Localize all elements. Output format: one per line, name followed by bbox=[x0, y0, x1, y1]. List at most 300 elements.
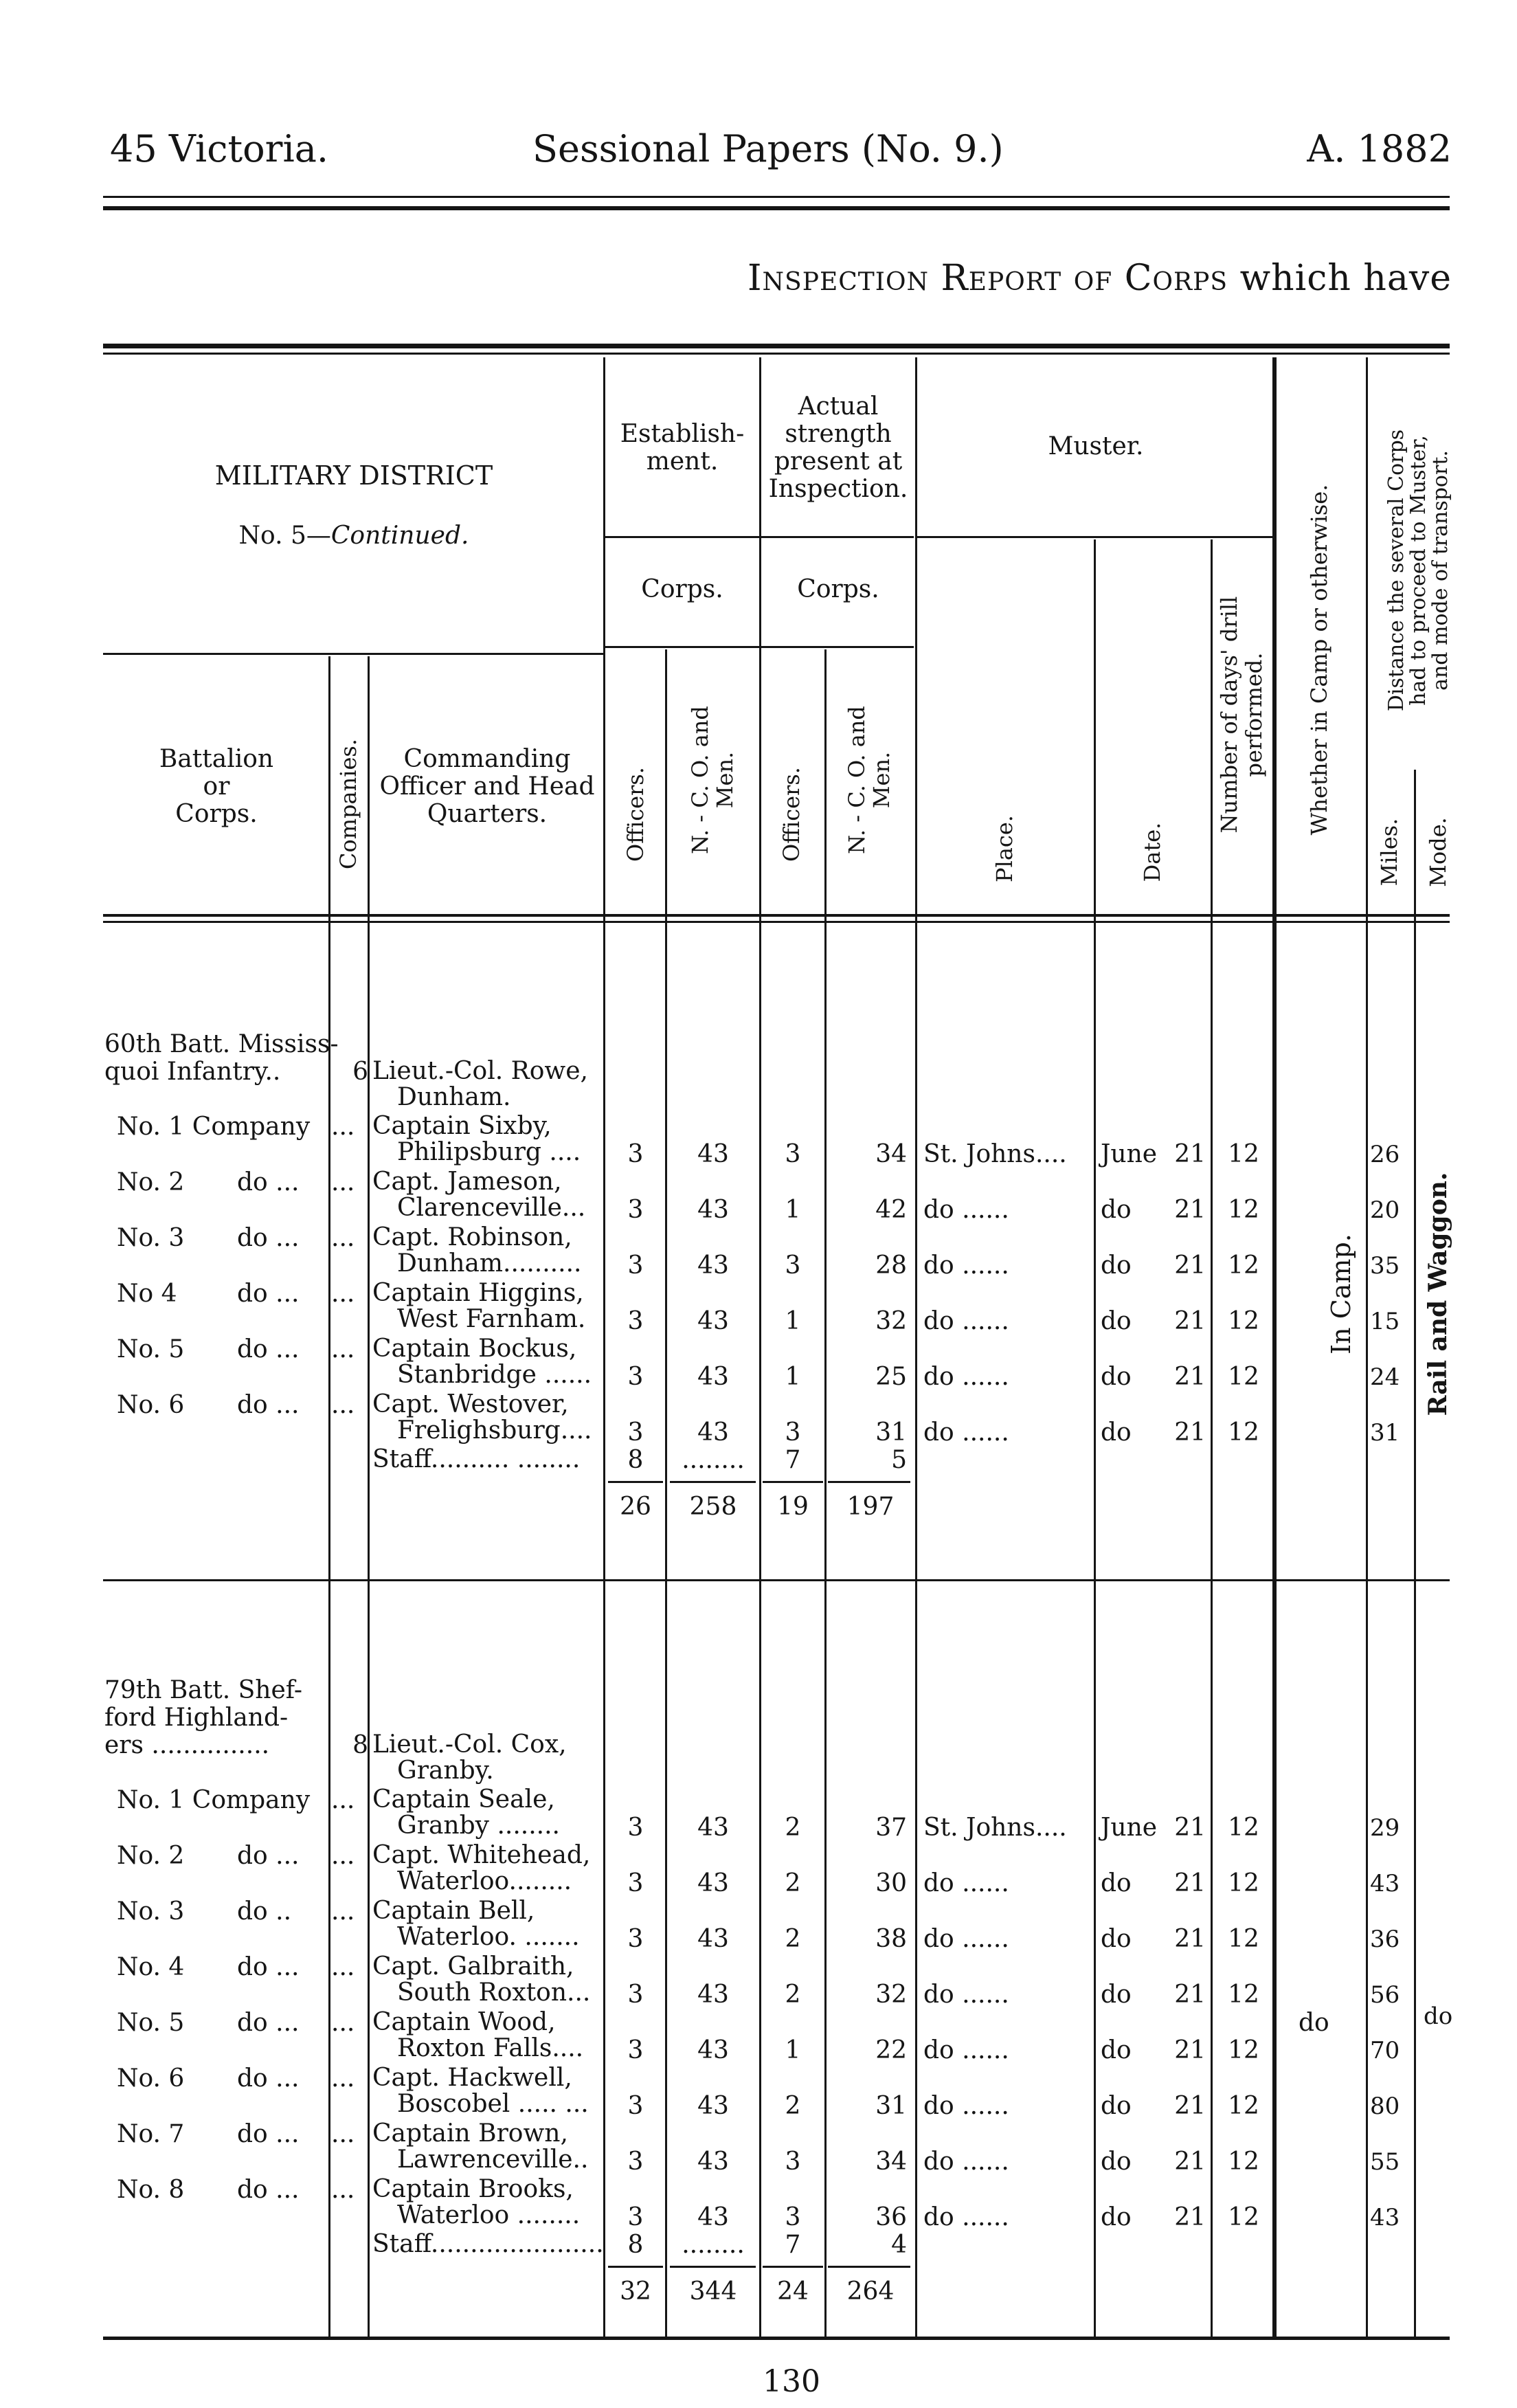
muster-month: do bbox=[1101, 1869, 1132, 1897]
company-commander: Captain Brown, bbox=[372, 2119, 568, 2148]
unit-name: No 4 bbox=[117, 1280, 177, 1308]
header-rule bbox=[103, 196, 1450, 198]
drill-days: 12 bbox=[1228, 1418, 1259, 1447]
drill-days: 12 bbox=[1228, 1814, 1259, 1842]
company-commander: Captain Bell, bbox=[372, 1897, 535, 1925]
est-officers: 3 bbox=[627, 1307, 644, 1335]
miles-header: Miles. bbox=[1376, 818, 1402, 887]
muster-place: do ...... bbox=[923, 1925, 1009, 1953]
act-men: 32 bbox=[875, 1981, 907, 2009]
est-men: 43 bbox=[697, 1196, 729, 1224]
act-officers: 1 bbox=[785, 1307, 801, 1335]
company-hq: Philipsburg .... bbox=[397, 1138, 581, 1166]
district-header: MILITARY DISTRICT bbox=[214, 460, 493, 491]
staff-est-officers: 8 bbox=[627, 1446, 644, 1474]
muster-month: do bbox=[1101, 1981, 1132, 2009]
muster-place: do ...... bbox=[923, 1307, 1009, 1335]
muster-place: St. Johns.... bbox=[923, 1140, 1067, 1168]
companies-dots: ... bbox=[331, 1168, 355, 1196]
company-hq: Granby ........ bbox=[397, 1811, 560, 1840]
commanding-header-line: Commanding bbox=[403, 745, 571, 773]
muster-place: do ...... bbox=[923, 1196, 1009, 1224]
act-officers: 3 bbox=[785, 1418, 801, 1447]
est-officers: 3 bbox=[627, 1981, 644, 2009]
est-officers: 3 bbox=[627, 1363, 644, 1391]
act-men: 22 bbox=[875, 2036, 907, 2064]
distance-miles: 15 bbox=[1370, 1308, 1400, 1335]
camp-status: In Camp. bbox=[1326, 1233, 1356, 1354]
act-officers: 3 bbox=[785, 1251, 801, 1280]
companies-dots: ... bbox=[331, 2009, 355, 2037]
muster-day: 21 bbox=[1174, 1814, 1206, 1842]
companies-dots: ... bbox=[331, 1335, 355, 1363]
est-men: 43 bbox=[697, 2092, 729, 2120]
distance-miles: 29 bbox=[1370, 1814, 1400, 1842]
unit-name: No. 1 Company bbox=[117, 1113, 311, 1141]
total-rule bbox=[608, 1481, 663, 1483]
actual-header-line: present at bbox=[774, 447, 903, 476]
est-officers: 3 bbox=[627, 1869, 644, 1897]
total-rule bbox=[828, 2266, 910, 2268]
company-commander: Captain Seale, bbox=[372, 1785, 555, 1814]
col-line-camp-double bbox=[1274, 357, 1277, 2337]
table-top-rule bbox=[103, 344, 1450, 348]
companies-count: 6 bbox=[352, 1058, 368, 1086]
muster-place: do ...... bbox=[923, 2203, 1009, 2231]
company-commander: Capt. Jameson, bbox=[372, 1168, 562, 1196]
commander-name: Lieut.-Col. Rowe, bbox=[372, 1057, 588, 1085]
establishment-header-line: Establish- bbox=[620, 420, 745, 448]
muster-month: do bbox=[1101, 1251, 1132, 1280]
muster-place: St. Johns.... bbox=[923, 1814, 1067, 1842]
muster-place: do ...... bbox=[923, 1869, 1009, 1897]
company-hq: Roxton Falls.... bbox=[397, 2034, 584, 2062]
act-men: 32 bbox=[875, 1307, 907, 1335]
commander-hq: Dunham. bbox=[397, 1083, 511, 1111]
act-men: 25 bbox=[875, 1363, 907, 1391]
unit-name: No. 8 bbox=[117, 2176, 185, 2204]
muster-month: do bbox=[1101, 2203, 1132, 2231]
act-men: 36 bbox=[875, 2203, 907, 2231]
battalion-header-line: Battalion bbox=[159, 745, 274, 773]
distance-miles: 43 bbox=[1370, 2204, 1400, 2231]
total-rule bbox=[763, 1481, 823, 1483]
companies-dots: ... bbox=[331, 2064, 355, 2093]
mode-header: Mode. bbox=[1425, 817, 1451, 887]
table-bottom-rule bbox=[103, 2337, 1450, 2340]
est-officers: 3 bbox=[627, 2036, 644, 2064]
companies-dots: ... bbox=[331, 1842, 355, 1870]
muster-day: 21 bbox=[1174, 1925, 1206, 1953]
battalion-header-line: or bbox=[203, 772, 230, 801]
est-officers: 3 bbox=[627, 1196, 644, 1224]
staff-label: Staff...................... bbox=[372, 2230, 604, 2258]
unit-ditto: do ... bbox=[237, 1335, 300, 1363]
est-men: 43 bbox=[697, 1981, 729, 2009]
act-officers: 1 bbox=[785, 2036, 801, 2064]
muster-day: 21 bbox=[1174, 1251, 1206, 1280]
distance-miles: 26 bbox=[1370, 1141, 1400, 1168]
act-men: 30 bbox=[875, 1869, 907, 1897]
district-subheader bbox=[103, 522, 605, 550]
commanding-header-line: Quarters. bbox=[427, 800, 548, 828]
act-men: 28 bbox=[875, 1251, 907, 1280]
total-act-men: 264 bbox=[846, 2277, 895, 2306]
company-hq: Clarenceville... bbox=[397, 1194, 586, 1222]
days-header bbox=[1217, 597, 1266, 834]
staff-est-officers: 8 bbox=[627, 2231, 644, 2259]
drill-days: 12 bbox=[1228, 2036, 1259, 2064]
act-nco-header bbox=[844, 706, 894, 854]
companies-dots: ... bbox=[331, 2176, 355, 2204]
district-rule bbox=[103, 653, 605, 655]
total-act-men: 197 bbox=[846, 1493, 895, 1521]
distance-miles: 80 bbox=[1370, 2093, 1400, 2120]
companies-dots: ... bbox=[331, 1897, 355, 1926]
unit-name: No. 2 bbox=[117, 1168, 185, 1196]
col-line-commander bbox=[368, 656, 370, 2337]
unit-name: No. 4 bbox=[117, 1953, 185, 1981]
commander-name: Lieut.-Col. Cox, bbox=[372, 1730, 567, 1759]
company-hq: Dunham.......... bbox=[397, 1249, 582, 1278]
drill-days: 12 bbox=[1228, 1925, 1259, 1953]
act-officers: 1 bbox=[785, 1196, 801, 1224]
company-hq: South Roxton... bbox=[397, 1978, 591, 2007]
drill-days: 12 bbox=[1228, 2203, 1259, 2231]
battalion-header-line: Corps. bbox=[175, 800, 258, 828]
distance-miles: 55 bbox=[1370, 2148, 1400, 2176]
drill-days: 12 bbox=[1228, 1251, 1259, 1280]
unit-ditto: do ... bbox=[237, 1224, 300, 1252]
company-commander: Capt. Galbraith, bbox=[372, 1952, 574, 1981]
act-officers: 1 bbox=[785, 1363, 801, 1391]
battalion-name: 60th Batt. Mississ- bbox=[104, 1030, 339, 1058]
est-men: 43 bbox=[697, 1307, 729, 1335]
col-line-date bbox=[1094, 539, 1096, 2337]
companies-dots: ... bbox=[331, 1280, 355, 1308]
muster-month: do bbox=[1101, 1307, 1132, 1335]
battalion-header bbox=[103, 746, 330, 828]
est-officers: 3 bbox=[627, 1418, 644, 1447]
companies-dots: ... bbox=[331, 1391, 355, 1419]
district-number: No. 5— bbox=[238, 522, 331, 550]
act-officers: 2 bbox=[785, 2092, 801, 2120]
companies-header: Companies. bbox=[335, 738, 361, 870]
staff-act-men: 5 bbox=[891, 1446, 907, 1474]
company-hq: Lawrenceville.. bbox=[397, 2145, 589, 2174]
commanding-header bbox=[370, 746, 605, 828]
distance-miles: 20 bbox=[1370, 1196, 1400, 1224]
staff-act-officers: 7 bbox=[785, 2231, 801, 2259]
est-officers: 3 bbox=[627, 1251, 644, 1280]
total-rule bbox=[608, 2266, 663, 2268]
unit-ditto: do ... bbox=[237, 1280, 300, 1308]
companies-dots: ... bbox=[331, 1953, 355, 1981]
est-men: 43 bbox=[697, 1925, 729, 1953]
district-continued: Continued. bbox=[330, 522, 469, 550]
muster-place: do ...... bbox=[923, 2148, 1009, 2176]
col-line-companies bbox=[328, 656, 330, 2337]
total-rule bbox=[828, 1481, 910, 1483]
companies-dots: ... bbox=[331, 2120, 355, 2148]
muster-day: 21 bbox=[1174, 1196, 1206, 1224]
days-header-line: Number of days' drill bbox=[1216, 596, 1242, 834]
company-commander: Captain Bockus, bbox=[372, 1335, 577, 1363]
transport-mode: Rail and Waggon. bbox=[1424, 1172, 1452, 1416]
companies-dots: ... bbox=[331, 1113, 355, 1141]
distance-miles: 43 bbox=[1370, 1870, 1400, 1897]
muster-place: do ...... bbox=[923, 2092, 1009, 2120]
drill-days: 12 bbox=[1228, 1307, 1259, 1335]
total-est-men: 258 bbox=[689, 1493, 737, 1521]
muster-month: do bbox=[1101, 1418, 1132, 1447]
muster-month: do bbox=[1101, 1363, 1132, 1391]
table-top-rule-thin bbox=[103, 353, 1450, 355]
est-men: 43 bbox=[697, 1140, 729, 1168]
distance-miles: 35 bbox=[1370, 1252, 1400, 1280]
est-men: 43 bbox=[697, 2203, 729, 2231]
est-men: 43 bbox=[697, 1251, 729, 1280]
col-line-place bbox=[915, 357, 917, 2337]
act-officers: 3 bbox=[785, 2203, 801, 2231]
staff-est-men: ........ bbox=[682, 1446, 745, 1474]
muster-month: do bbox=[1101, 2148, 1132, 2176]
muster-day: 21 bbox=[1174, 1869, 1206, 1897]
running-header-right: A. 1882 bbox=[1307, 127, 1452, 170]
total-rule bbox=[670, 2266, 756, 2268]
nco-header-line: N. - C. O. and bbox=[687, 706, 713, 854]
header-rule-thick bbox=[103, 206, 1450, 210]
muster-month: do bbox=[1101, 2036, 1132, 2064]
companies-count: 8 bbox=[352, 1731, 368, 1759]
muster-day: 21 bbox=[1174, 1363, 1206, 1391]
muster-place: do ...... bbox=[923, 1418, 1009, 1447]
act-men: 34 bbox=[875, 2148, 907, 2176]
muster-place: do ...... bbox=[923, 1363, 1009, 1391]
unit-ditto: do ... bbox=[237, 1842, 300, 1870]
actual-corps-header: Corps. bbox=[797, 575, 879, 603]
muster-day: 21 bbox=[1174, 2092, 1206, 2120]
muster-day: 21 bbox=[1174, 1140, 1206, 1168]
company-hq: West Farnham. bbox=[397, 1305, 586, 1333]
unit-name: No. 6 bbox=[117, 1391, 185, 1419]
drill-days: 12 bbox=[1228, 1981, 1259, 2009]
commanding-header-line: Officer and Head bbox=[379, 772, 595, 801]
muster-day: 21 bbox=[1174, 2203, 1206, 2231]
est-men: 43 bbox=[697, 1869, 729, 1897]
total-est-officers: 32 bbox=[620, 2277, 651, 2306]
company-commander: Capt. Hackwell, bbox=[372, 2064, 572, 2092]
unit-name: No. 6 bbox=[117, 2064, 185, 2093]
est-officers: 3 bbox=[627, 1140, 644, 1168]
staff-act-officers: 7 bbox=[785, 1446, 801, 1474]
commander-hq: Granby. bbox=[397, 1757, 494, 1785]
actual-header bbox=[761, 393, 916, 503]
drill-days: 12 bbox=[1228, 2092, 1259, 2120]
act-officers: 2 bbox=[785, 1981, 801, 2009]
est-nco-header bbox=[688, 706, 737, 854]
establishment-corps-header: Corps. bbox=[641, 575, 723, 603]
page-number: 130 bbox=[763, 2364, 820, 2399]
est-officers-header: Officers. bbox=[622, 767, 649, 862]
title-small-caps: Inspection Report of Corps bbox=[748, 258, 1228, 299]
companies-dots: ... bbox=[331, 1786, 355, 1814]
total-est-men: 344 bbox=[689, 2277, 737, 2306]
company-commander: Capt. Westover, bbox=[372, 1390, 569, 1418]
muster-day: 21 bbox=[1174, 1981, 1206, 2009]
total-rule bbox=[670, 1481, 756, 1483]
staff-est-men: ........ bbox=[682, 2231, 745, 2259]
muster-rule bbox=[917, 536, 1274, 538]
est-men: 43 bbox=[697, 1363, 729, 1391]
act-men: 38 bbox=[875, 1925, 907, 1953]
act-officers-header: Officers. bbox=[778, 767, 805, 862]
company-commander: Captain Brooks, bbox=[372, 2175, 574, 2203]
distance-header-line: and mode of transport. bbox=[1428, 450, 1452, 691]
company-hq: Boscobel ..... ... bbox=[397, 2090, 589, 2118]
act-men: 42 bbox=[875, 1196, 907, 1224]
muster-month: June bbox=[1101, 1140, 1158, 1168]
muster-day: 21 bbox=[1174, 2148, 1206, 2176]
unit-ditto: do ... bbox=[237, 1953, 300, 1981]
drill-days: 12 bbox=[1228, 1140, 1259, 1168]
muster-month: June bbox=[1101, 1814, 1158, 1842]
nco-header-line: Men. bbox=[712, 751, 738, 809]
running-header-center: Sessional Papers (No. 9.) bbox=[532, 127, 1004, 170]
unit-ditto: do .. bbox=[237, 1897, 292, 1926]
muster-day: 21 bbox=[1174, 1307, 1206, 1335]
battalion-name: quoi Infantry.. bbox=[104, 1058, 281, 1086]
unit-name: No. 5 bbox=[117, 1335, 185, 1363]
page-title bbox=[748, 258, 1452, 299]
unit-name: No. 2 bbox=[117, 1842, 185, 1870]
act-officers: 2 bbox=[785, 1869, 801, 1897]
act-men: 37 bbox=[875, 1814, 907, 1842]
est-officers: 3 bbox=[627, 2092, 644, 2120]
col-line-distance bbox=[1366, 357, 1368, 2337]
muster-month: do bbox=[1101, 2092, 1132, 2120]
muster-place: do ...... bbox=[923, 2036, 1009, 2064]
unit-ditto: do ... bbox=[237, 2120, 300, 2148]
battalion-name: ers ............... bbox=[104, 1731, 270, 1759]
running-header-left: 45 Victoria. bbox=[110, 127, 329, 170]
drill-days: 12 bbox=[1228, 1869, 1259, 1897]
actual-header-line: Actual bbox=[798, 392, 879, 421]
nco-header-line: N. - C. O. and bbox=[844, 706, 870, 854]
drill-days: 12 bbox=[1228, 2148, 1259, 2176]
days-header-line: performed. bbox=[1241, 652, 1267, 777]
establishment-header-line: ment. bbox=[646, 447, 719, 476]
company-commander: Captain Higgins, bbox=[372, 1279, 584, 1307]
distance-miles: 31 bbox=[1370, 1419, 1400, 1447]
est-men: 43 bbox=[697, 1814, 729, 1842]
est-officers: 3 bbox=[627, 1814, 644, 1842]
staff-label: Staff.......... ........ bbox=[372, 1445, 581, 1473]
title-rest: which have bbox=[1239, 258, 1452, 299]
section-separator bbox=[103, 1579, 1450, 1581]
date-header: Date. bbox=[1139, 822, 1165, 882]
muster-month: do bbox=[1101, 1925, 1132, 1953]
actual-header-line: Inspection. bbox=[768, 475, 908, 503]
unit-ditto: do ... bbox=[237, 2064, 300, 2093]
muster-header: Muster. bbox=[1048, 432, 1144, 460]
total-act-officers: 19 bbox=[777, 1493, 809, 1521]
unit-ditto: do ... bbox=[237, 1168, 300, 1196]
unit-name: No. 3 bbox=[117, 1224, 185, 1252]
est-officers: 3 bbox=[627, 1925, 644, 1953]
company-commander: Captain Wood, bbox=[372, 2008, 556, 2036]
act-officers: 3 bbox=[785, 1140, 801, 1168]
battalion-name: ford Highland- bbox=[104, 1704, 289, 1732]
camp-header: Whether in Camp or otherwise. bbox=[1306, 484, 1332, 836]
company-commander: Capt. Robinson, bbox=[372, 1223, 572, 1251]
total-est-officers: 26 bbox=[620, 1493, 651, 1521]
unit-name: No. 5 bbox=[117, 2009, 185, 2037]
distance-miles: 36 bbox=[1370, 1926, 1400, 1953]
act-men: 31 bbox=[875, 2092, 907, 2120]
act-men: 34 bbox=[875, 1140, 907, 1168]
drill-days: 12 bbox=[1228, 1196, 1259, 1224]
company-hq: Waterloo ........ bbox=[397, 2201, 581, 2229]
drill-days: 12 bbox=[1228, 1363, 1259, 1391]
camp-status: do bbox=[1299, 2008, 1329, 2037]
distance-miles: 24 bbox=[1370, 1363, 1400, 1391]
unit-name: No. 1 Company bbox=[117, 1786, 311, 1814]
muster-place: do ...... bbox=[923, 1251, 1009, 1280]
act-officers: 2 bbox=[785, 1814, 801, 1842]
muster-month: do bbox=[1101, 1196, 1132, 1224]
distance-header bbox=[1386, 430, 1452, 711]
unit-ditto: do ... bbox=[237, 1391, 300, 1419]
distance-header-line: had to proceed to Muster, bbox=[1406, 435, 1430, 706]
place-header: Place. bbox=[991, 815, 1018, 882]
nco-header-line: Men. bbox=[868, 751, 895, 809]
company-hq: Stanbridge ...... bbox=[397, 1361, 592, 1389]
act-officers: 3 bbox=[785, 2148, 801, 2176]
company-hq: Frelighsburg.... bbox=[397, 1416, 592, 1445]
staff-act-men: 4 bbox=[891, 2231, 907, 2259]
est-men: 43 bbox=[697, 2148, 729, 2176]
company-hq: Waterloo. ....... bbox=[397, 1923, 580, 1951]
muster-place: do ...... bbox=[923, 1981, 1009, 2009]
transport-mode: do bbox=[1424, 2002, 1453, 2030]
establishment-header bbox=[605, 421, 760, 476]
header-bottom-rule-thin bbox=[103, 921, 1450, 923]
distance-miles: 70 bbox=[1370, 2037, 1400, 2064]
companies-dots: ... bbox=[331, 1224, 355, 1252]
unit-ditto: do ... bbox=[237, 2176, 300, 2204]
unit-name: No. 7 bbox=[117, 2120, 185, 2148]
muster-day: 21 bbox=[1174, 1418, 1206, 1447]
col-line-mode bbox=[1414, 770, 1416, 2337]
est-men: 43 bbox=[697, 1418, 729, 1447]
total-rule bbox=[763, 2266, 823, 2268]
header-bottom-rule bbox=[103, 914, 1450, 917]
actual-header-line: strength bbox=[785, 420, 892, 448]
company-commander: Captain Sixby, bbox=[372, 1112, 552, 1140]
distance-header-line: Distance the several Corps bbox=[1384, 429, 1408, 712]
muster-day: 21 bbox=[1174, 2036, 1206, 2064]
est-men: 43 bbox=[697, 2036, 729, 2064]
distance-miles: 56 bbox=[1370, 1981, 1400, 2009]
est-officers: 3 bbox=[627, 2203, 644, 2231]
est-officers: 3 bbox=[627, 2148, 644, 2176]
company-hq: Waterloo........ bbox=[397, 1867, 572, 1895]
act-men: 31 bbox=[875, 1418, 907, 1447]
unit-ditto: do ... bbox=[237, 2009, 300, 2037]
battalion-name: 79th Batt. Shef- bbox=[104, 1676, 302, 1704]
company-commander: Capt. Whitehead, bbox=[372, 1841, 591, 1869]
